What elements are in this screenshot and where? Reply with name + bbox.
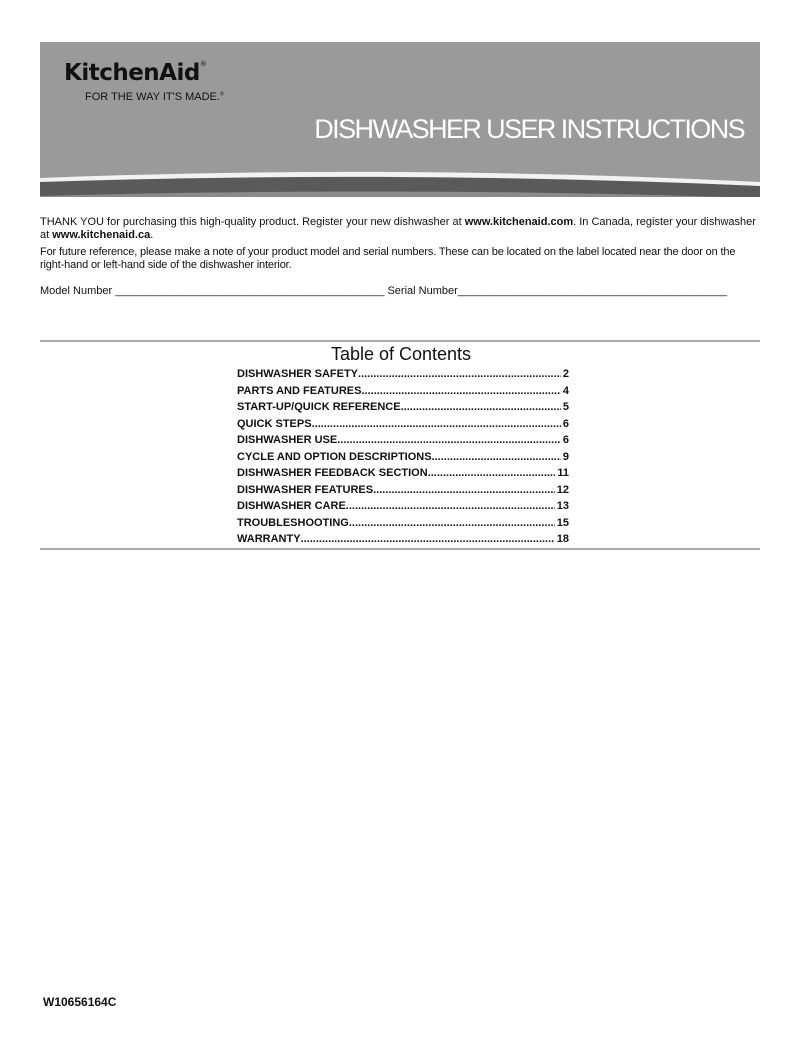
document-number: W10656164C [43, 995, 117, 1009]
toc-item-label: START-UP/QUICK REFERENCE [237, 401, 401, 413]
toc-leader-dots [346, 498, 555, 515]
toc-item-label: PARTS AND FEATURES [237, 384, 362, 397]
toc-item-label: DISHWASHER USE [237, 434, 338, 446]
model-serial-line [40, 285, 762, 298]
serial-number-field[interactable]: ____________________________________________ [457, 285, 727, 297]
toc-item-label: QUICK STEPS [237, 417, 312, 430]
kitchenaid-ca-link[interactable]: www.kitchenaid.ca [52, 229, 151, 241]
toc-title: Table of Contents [330, 344, 472, 364]
toc-item-label: DISHWASHER CARE [237, 500, 346, 512]
toc-item[interactable] [237, 531, 569, 548]
header-swoosh [40, 170, 760, 197]
tagline: FOR THE WAY IT'S MADE.® [85, 91, 224, 103]
intro-text: . [150, 229, 154, 241]
toc-item[interactable] [237, 498, 569, 515]
toc-leader-dots [401, 399, 561, 416]
intro-text: THANK YOU for purchasing this high-quality product. Register your new dishwasher at [40, 216, 465, 228]
toc-item-label: DISHWASHER SAFETY [237, 368, 359, 380]
toc-leader-dots [337, 432, 561, 449]
toc-item-page: 6 [562, 417, 569, 430]
toc-item-page: 12 [556, 483, 569, 496]
toc-item[interactable] [237, 449, 569, 466]
toc-leader-dots [361, 383, 560, 400]
toc-item-label: WARRANTY [237, 533, 301, 545]
intro-text: . In Canada, register your dishwasher at [40, 216, 756, 241]
kitchenaid-logo: KitchenAid® [64, 60, 207, 86]
document-title: DISHWASHER USER INSTRUCTIONS [314, 114, 744, 144]
toc-leader-dots [432, 449, 561, 466]
toc-item-page: 4 [562, 384, 569, 397]
toc-item[interactable] [237, 383, 569, 400]
toc-item[interactable] [237, 515, 569, 532]
intro-model-note: For future reference, please make a note of your product model and serial numbers. These can be located on the label located near the door on the right-hand or left-hand side of the dishwasher interior. [40, 246, 736, 271]
toc-item-label: DISHWASHER FEATURES [237, 483, 374, 496]
toc-item[interactable] [237, 465, 569, 482]
toc-bottom-rule [40, 548, 760, 550]
tagline-text: FOR THE WAY IT'S MADE. [85, 91, 220, 103]
toc-item[interactable] [237, 432, 569, 449]
toc-item-page: 5 [562, 401, 569, 413]
toc-leader-dots [349, 515, 555, 532]
toc-top-rule [40, 340, 760, 342]
toc-item[interactable] [237, 482, 569, 499]
intro-registration [40, 216, 762, 242]
toc-item-page: 13 [556, 500, 569, 512]
toc-item-page: 6 [562, 434, 569, 446]
toc-item-page: 18 [556, 533, 569, 545]
toc-item-page: 2 [562, 368, 569, 380]
toc-item-label: DISHWASHER FEEDBACK SECTION [237, 467, 428, 479]
toc-item-page: 11 [557, 467, 569, 479]
toc-leader-dots [373, 482, 555, 499]
header-banner [40, 42, 760, 197]
toc-leader-dots [358, 366, 561, 383]
toc-item-page: 9 [562, 450, 569, 463]
toc-item[interactable] [237, 416, 569, 433]
toc-item[interactable] [237, 399, 569, 416]
toc-leader-dots [312, 416, 561, 433]
brand-name: KitchenAid [64, 60, 200, 86]
toc-item-label: TROUBLESHOOTING [237, 516, 349, 529]
toc-item[interactable] [237, 366, 569, 383]
toc-leader-dots [428, 465, 556, 482]
table-of-contents [237, 366, 569, 548]
serial-number-label: Serial Number [387, 285, 458, 297]
toc-item-page: 15 [556, 516, 569, 529]
toc-leader-dots [301, 531, 555, 548]
toc-item-label: CYCLE AND OPTION DESCRIPTIONS [237, 450, 432, 463]
model-number-field[interactable]: ____________________________________________ [115, 285, 385, 297]
kitchenaid-com-link[interactable]: www.kitchenaid.com [464, 216, 574, 228]
model-number-label: Model Number [40, 285, 113, 297]
